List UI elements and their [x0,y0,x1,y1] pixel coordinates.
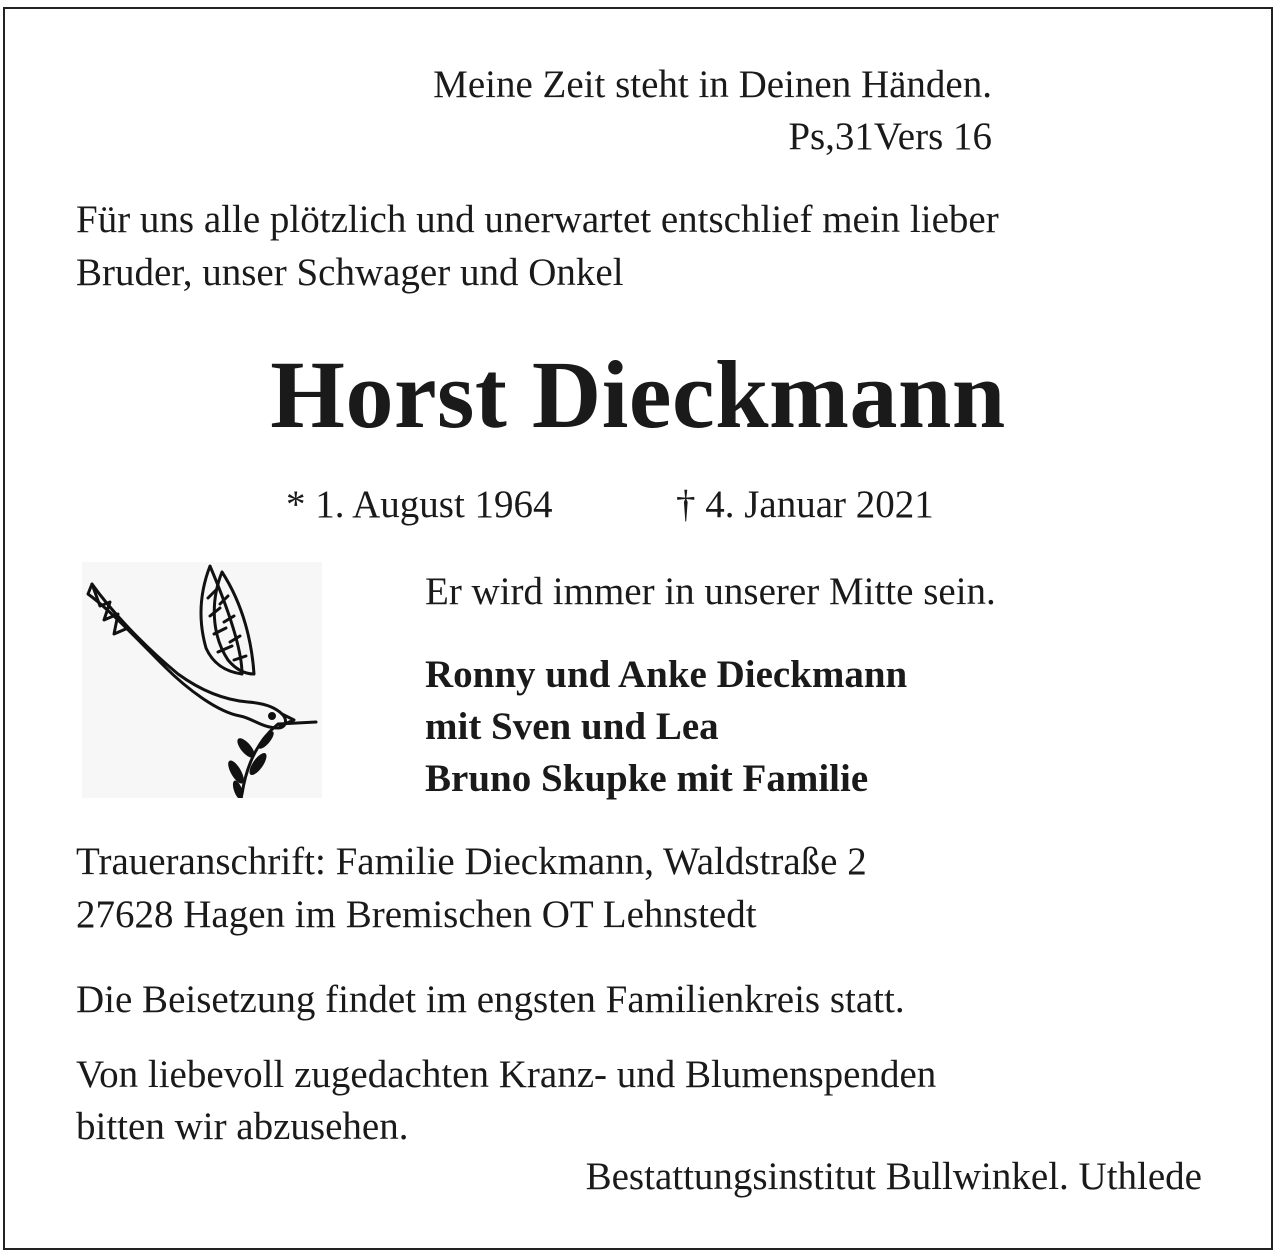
mourner-line: Ronny und Anke Dieckmann [425,653,908,696]
intro-line-1: Für uns alle plötzlich und unerwartet entschlief mein lieber [76,198,999,241]
deceased-name: Horst Dieckmann [270,341,1006,448]
mourner-line: Bruno Skupke mit Familie [425,757,869,800]
motto-reference: Ps,31Vers 16 [788,115,992,158]
intro-line-2: Bruder, unser Schwager und Onkel [76,251,624,294]
tribute-line: Er wird immer in unserer Mitte sein. [425,570,996,613]
flowers-note-line-1: Von liebevoll zugedachten Kranz- und Blumenspenden [76,1053,937,1096]
motto-verse: Meine Zeit steht in Deinen Händen. [433,63,992,106]
dove-with-olive-branch-icon [82,562,322,798]
funeral-note: Die Beisetzung findet im engsten Familienkreis statt. [76,978,905,1021]
death-date: † 4. Januar 2021 [676,483,934,526]
undertaker: Bestattungsinstitut Bullwinkel. Uthlede [585,1155,1202,1198]
birth-date: * 1. August 1964 [286,483,553,526]
mourning-address-line-1: Traueranschrift: Familie Dieckmann, Waldstraße 2 [76,840,867,883]
flowers-note-line-2: bitten wir abzusehen. [76,1105,409,1148]
mourning-address-line-2: 27628 Hagen im Bremischen OT Lehnstedt [76,893,757,936]
mourner-line: mit Sven und Lea [425,705,719,748]
